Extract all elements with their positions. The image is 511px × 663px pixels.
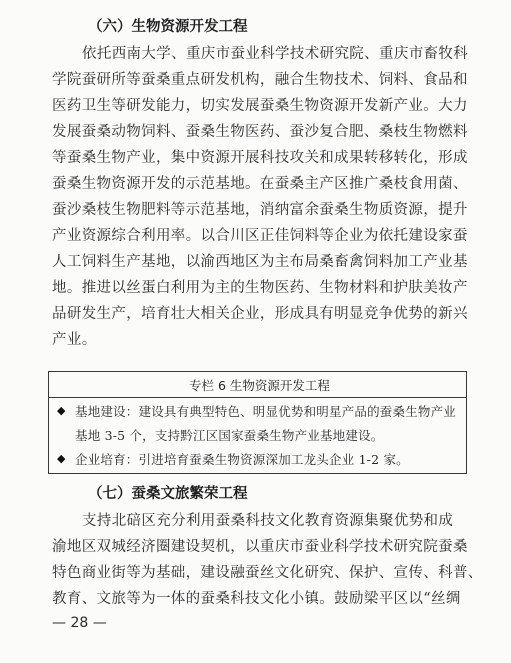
paragraph-line: 等蚕桑生物产业，集中资源开展科技攻关和成果转移转化，形成 xyxy=(52,150,468,166)
paragraph-line: 发展蚕桑动物饲料、蚕桑生物医药、蚕沙复合肥、桑枝生物燃料 xyxy=(52,124,468,140)
bullet-diamond-icon: ◆ xyxy=(57,404,66,417)
paragraph-line: 产业。 xyxy=(52,332,97,348)
section-six-heading: （六）生物资源开发工程 xyxy=(88,19,248,35)
box-title: 专栏 6 生物资源开发工程 xyxy=(189,378,330,393)
paragraph-line: 医药卫生等研发能力，切实发展蚕桑生物资源开发新产业。大力 xyxy=(52,98,468,114)
column-box xyxy=(48,371,467,474)
paragraph-line: 品研发生产，培育壮大相关企业，形成具有明显竞争优势的新兴 xyxy=(52,306,468,322)
paragraph-line: 渝地区双城经济圈建设契机，以重庆市蚕业科学技术研究院蚕桑 xyxy=(52,539,468,555)
paragraph-line: 地。推进以丝蛋白利用为主的生物医药、生物材料和护肤美妆产 xyxy=(52,280,468,296)
paragraph-line: 依托西南大学、重庆市蚕业科学技术研究院、重庆市畜牧科 xyxy=(82,46,469,62)
paragraph-line: 蚕沙桑枝生物肥料等示范基地，消纳富余蚕桑生物质资源，提升 xyxy=(52,202,468,218)
paragraph-line: 特色商业街等为基础，建设融蚕丝文化研究、保护、宣传、科普、 xyxy=(52,565,483,581)
box-divider xyxy=(49,397,466,398)
box-item-line: 基地建设：建设具有典型特色、明显优势和明星产品的蚕桑生物产业 xyxy=(75,404,457,419)
paragraph-line: 产业资源综合利用率。以合川区正佳饲料等企业为依托建设家蚕 xyxy=(52,228,468,244)
section-seven-heading: （七）蚕桑文旅繁荣工程 xyxy=(88,486,248,502)
paragraph-line: 学院蚕研所等蚕桑重点研发机构，融合生物技术、饲料、食品和 xyxy=(52,72,468,88)
page-number: — 28 — xyxy=(52,615,107,631)
paragraph-line: 蚕桑生物资源开发的示范基地。在蚕桑主产区推广桑枝食用菌、 xyxy=(52,176,468,192)
paragraph-line: 支持北碚区充分利用蚕桑科技文化教育资源集聚优势和成 xyxy=(82,513,454,529)
paragraph-line: 人工饲料生产基地，以渝西地区为主布局桑畜禽饲料加工产业基 xyxy=(52,254,468,270)
box-item-line: 企业培育：引进培育蚕桑生物资源深加工龙头企业 1-2 家。 xyxy=(75,452,409,467)
box-item-line: 基地 3-5 个，支持黔江区国家蚕桑生物产业基地建设。 xyxy=(75,428,384,443)
bullet-diamond-icon: ◆ xyxy=(57,452,66,465)
paragraph-line: 教育、文旅等为一体的蚕桑科技文化小镇。鼓励梁平区以“丝绸 xyxy=(52,591,461,607)
